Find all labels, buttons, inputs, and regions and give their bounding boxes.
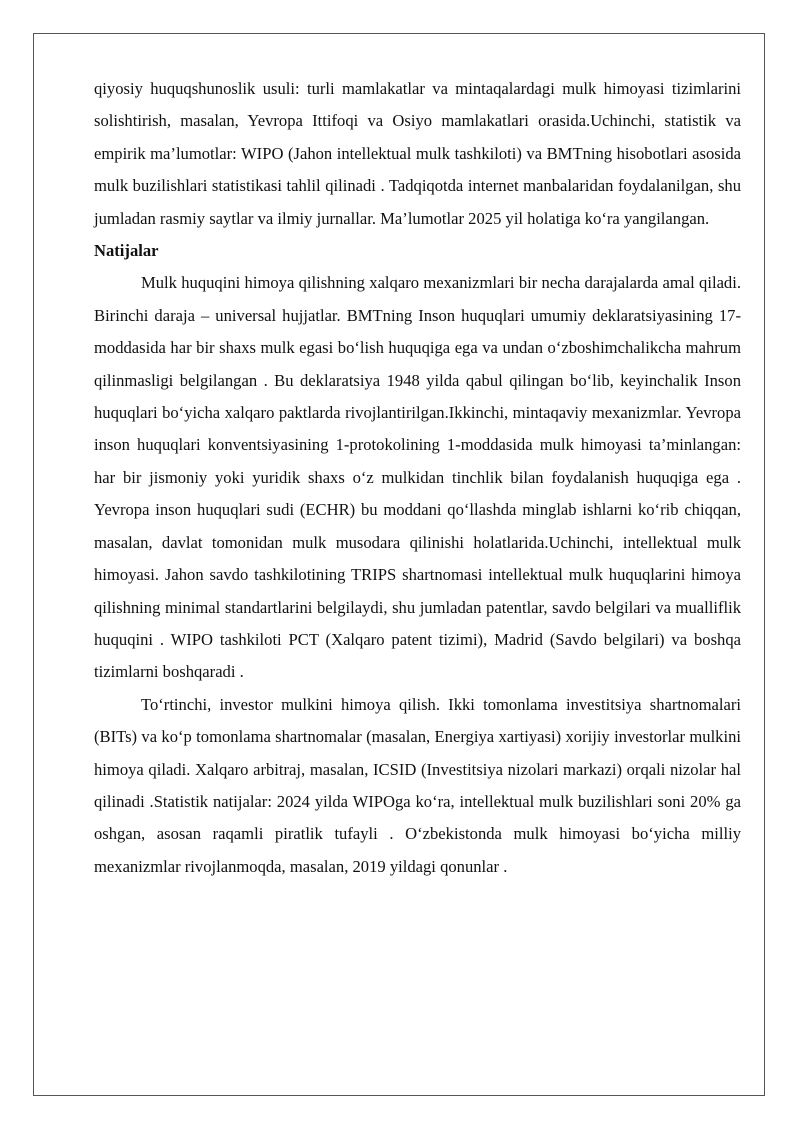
paragraph-methodology: qiyosiy huquqshunoslik usuli: turli mamlakatlar va mintaqalardagi mulk himoyasi tizimlarini solishtirish, masalan, Yevropa Ittifoqi va Osiyo mamlakatlari orasida.Uchinchi, statistik va empirik ma’lumotlar: WIPO (Jahon intellektual mulk tashkiloti) va BMTning hisobotlari asosida mulk buzilishlari statistikasi tahlil qilinadi . Tadqiqotda internet manbalaridan foydalanilgan, shu jumladan rasmiy saytlar va ilmiy jurnallar. Ma’lumotlar 2025 yil holatiga ko‘ra yangilangan. (94, 79, 741, 228)
document-body (94, 73, 741, 883)
section-heading-results: Natijalar (94, 241, 159, 261)
paragraph-investor-protection: To‘rtinchi, investor mulkini himoya qilish. Ikki tomonlama investitsiya shartnomalari (BITs) va ko‘p tomonlama shartnomalar (masalan, Energiya xartiyasi) xorijiy investorlar mulkini himoya qiladi. Xalqaro arbitraj, masalan, ICSID (Investitsiya nizolari markazi) orqali nizolar hal qilinadi .Statistik natijalar: 2024 yilda WIPOga ko‘ra, intellektual mulk buzilishlari soni 20% ga oshgan, asosan raqamli piratlik tufayli . O‘zbekistonda mulk himoyasi bo‘yicha milliy mexanizmlar rivojlanmoqda, masalan, 2019 yildagi qonunlar . (94, 694, 741, 876)
paragraph-mechanisms: Mulk huquqini himoya qilishning xalqaro mexanizmlari bir necha darajalarda amal qiladi. Birinchi daraja – universal hujjatlar. BMTning Inson huquqlari umumiy deklaratsiyasining 17-moddasida har bir shaxs mulk egasi bo‘lish huquqiga ega va undan o‘zboshimchalikcha mahrum qilinmasligi belgilangan . Bu deklaratsiya 1948 yilda qabul qilingan bo‘lib, keyinchalik Inson huquqlari bo‘yicha xalqaro paktlarda rivojlantirilgan.Ikkinchi, mintaqaviy mexanizmlar. Yevropa inson huquqlari konventsiyasining 1-protokolining 1-moddasida mulk himoyasi ta’minlangan: har bir jismoniy yoki yuridik shaxs o‘z mulkidan tinchlik bilan foydalanish huquqiga ega . Yevropa inson huquqlari sudi (ECHR) bu moddani qo‘llashda minglab ishlarni ko‘rib chiqqan, masalan, davlat tomonidan mulk musodara qilinishi holatlarida.Uchinchi, intellektual mulk himoyasi. Jahon savdo tashkilotining TRIPS shartnomasi intellektual mulk huquqlarini himoya qilishning minimal standartlarini belgilaydi, shu jumladan patentlar, savdo belgilari va mualliflik huquqini . WIPO tashkiloti PCT (Xalqaro patent tizimi), Madrid (Savdo belgilari) va boshqa tizimlarni boshqaradi . (94, 273, 741, 682)
